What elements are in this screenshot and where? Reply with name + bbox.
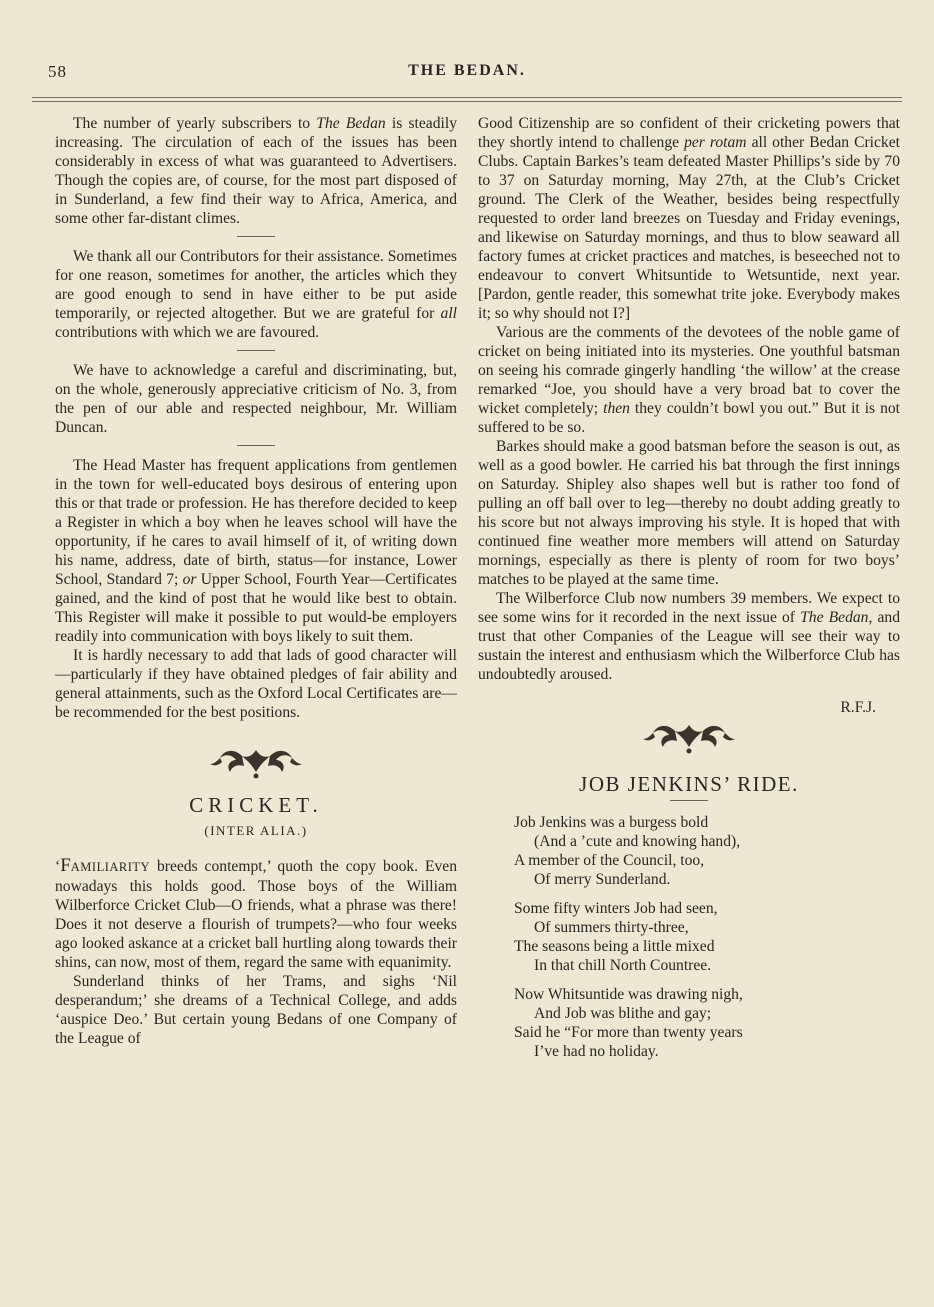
poem-line: (And a ’cute and knowing hand), [534, 833, 741, 850]
vignette-ornament [208, 742, 304, 782]
paragraph-contributors: We thank all our Contributors for their assistance. Sometimes for one reason, sometimes for another, the articles which they are good enough to send in have either to be put aside temporarily, or rejected altogether. But we are grateful for all contributions with which we are favoured. [55, 248, 457, 341]
poem-stanza [514, 899, 900, 975]
paragraph-sunderland: Sunderland thinks of her Trams, and sighs ‘Nil desperandum;’ she dreams of a Technical College, and adds ‘auspice Deo.’ But certain young Bedans of one Company of the League of [55, 973, 457, 1047]
paragraph-familiarity: ‘FAMILIARITY breeds contempt,’ quoth the copy book. Even nowadays this holds good. Those boys of the William Wilberforce Cricket Club—O friends, what a phrase was there! Does it not deserve a flourish of trumpets?—who four weeks ago looked askance at a cricket ball hurtling along towards their shins, can now, most of them, regard the same with equanimity. [55, 855, 457, 971]
section-divider [237, 445, 275, 446]
header-rule-top [32, 97, 902, 98]
poem-line: Of merry Sunderland. [534, 871, 671, 888]
poem-line: In that chill North Countree. [534, 957, 712, 974]
paragraph-criticism: We have to acknowledge a careful and discriminating, but, on the whole, generously appreciative criticism of No. 3, from the pen of our able and respected neighbour, Mr. William Duncan. [55, 362, 457, 436]
vignette-ornament [641, 717, 737, 757]
page-number: 58 [48, 62, 67, 81]
left-column [55, 114, 457, 1048]
cricket-heading: CRICKET. [189, 793, 323, 817]
poem-title: JOB JENKINS’ RIDE. [579, 772, 799, 796]
right-column [478, 114, 900, 1071]
signature: R.F.J. [840, 699, 876, 716]
section-divider [237, 350, 275, 351]
poem-body [514, 813, 900, 1061]
poem-stanza [514, 985, 900, 1061]
poem-line: A member of the Council, too, [514, 852, 705, 869]
running-title: THE BEDAN. [408, 62, 526, 79]
paragraph-citizenship: Good Citizenship are so confident of their cricketing powers that they shortly intend to challenge per rotam all other Bedan Cricket Clubs. Captain Barkes’s team defeated Master Phillips’s side by 70 to 37 on Saturday morning, May 27th, at the Club’s Cricket ground. The Clerk of the Weather, besides being respectfully requested to order land breezes on Tuesday and Friday evenings, and likewise on Saturday mornings, and thus to blow seaward all factory fumes at cricket practices and matches, is beseeched not to endeavour to convert Whitsuntide to Wetsuntide, next year. [Pardon, gentle reader, this somewhat trite joke. Everybody makes it; so why should not I?] [478, 115, 900, 322]
paragraph-comments: Various are the comments of the devotees of the noble game of cricket on being initiated into its mysteries. One youthful batsman on seeing his comrade gingerly handling ‘the willow’ at the crease remarked “Joe, you should have a very broad bat to cover the wicket completely; then they couldn’t bowl you out.” But it is not suffered to be so. [478, 324, 900, 436]
poem-line: I’ve had no holiday. [534, 1043, 659, 1060]
paragraph-subscribers: The number of yearly subscribers to The Bedan is steadily increasing. The circulation of each of the issues has been considerably in excess of what was guaranteed to Advertisers. Though the copies are, of course, for the most part disposed of in Sunderland, a few find their way to Africa, America, and some other far-distant climes. [55, 115, 457, 227]
paragraph-wilberforce: The Wilberforce Club now numbers 39 members. We expect to see some wins for it recorded in the next issue of The Bedan, and trust that other Companies of the League will see their way to sustain the interest and enthusiasm which the Wilberforce Club has undoubtedly aroused. [478, 590, 900, 683]
paragraph-register: The Head Master has frequent applications from gentlemen in the town for well-educated boys desirous of entering upon this or that trade or profession. He has therefore decided to keep a Register in which a boy when he leaves school will have the opportunity, if he cares to avail himself of it, of writing down his name, address, date of birth, status—for instance, Lower School, Standard 7; or Upper School, Fourth Year—Certificates gained, and the kind of post that he would like best to obtain. This Register will make it possible to put would-be employers readily into communication with boys likely to suit them. [55, 457, 457, 645]
section-divider [237, 236, 275, 237]
poem-title-rule [670, 800, 708, 801]
poem-line: Some fifty winters Job had seen, [514, 900, 718, 917]
poem-stanza [514, 813, 900, 889]
poem-line: Job Jenkins was a burgess bold [514, 814, 709, 831]
poem-line: Of summers thirty-three, [534, 919, 689, 936]
paragraph-barkes: Barkes should make a good batsman before the season is out, as well as a good bowler. He carried his bat through the first innings on Saturday. Shipley also shapes well but is rather too fond of pulling an off ball over to leg—thereby no doubt adding greatly to his score but not always improving his style. It is hoped that with continued fine weather more members will attend on Saturday mornings, especially as there is plenty of room for two boys’ matches to be played at the same time. [478, 438, 900, 588]
header-rule-bottom [32, 101, 902, 102]
poem-line: And Job was blithe and gay; [534, 1005, 712, 1022]
paragraph-character: It is hardly necessary to add that lads of good character will—particularly if they have obtained pledges of fair ability and general attainments, such as the Oxford Local Certificates are—be recommended for the best positions. [55, 647, 457, 721]
poem-line: Now Whitsuntide was drawing nigh, [514, 986, 743, 1003]
ornament-wrapper [55, 742, 457, 782]
cricket-subheading: (INTER ALIA.) [204, 823, 308, 838]
poem-line: Said he “For more than twenty years [514, 1024, 743, 1041]
poem-line: The seasons being a little mixed [514, 938, 715, 955]
ornament-wrapper [478, 717, 900, 757]
